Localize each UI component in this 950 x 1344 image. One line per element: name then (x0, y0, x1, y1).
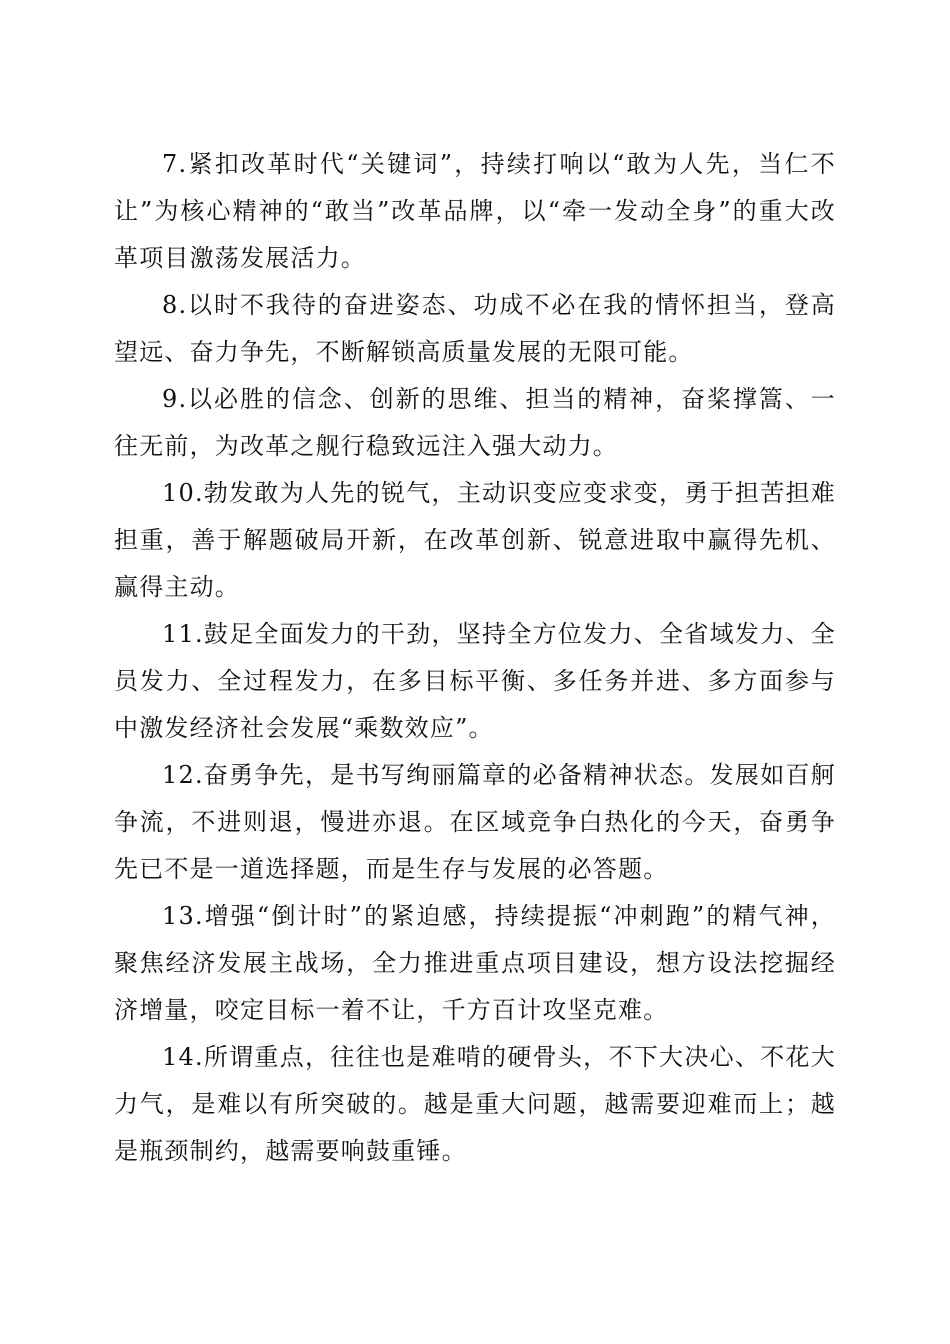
paragraph-12: 12.奋勇争先，是书写绚丽篇章的必备精神状态。发展如百舸争流，不进则退，慢进亦退。在区域竞争白热化的今天，奋勇争先已不是一道选择题，而是生存与发展的必答题。 (114, 761, 836, 883)
document-body (114, 141, 836, 1175)
paragraph-13: 13.增强“倒计时”的紧迫感，持续提振“冲刺跑”的精气神，聚焦经济发展主战场，全力推进重点项目建设，想方设法挖掘经济增量，咬定目标一着不让，千方百计攻坚克难。 (114, 902, 836, 1024)
paragraph-7: 7.紧扣改革时代“关键词”，持续打响以“敢为人先，当仁不让”为核心精神的“敢当”改革品牌，以“牵一发动全身”的重大改革项目激荡发展活力。 (114, 150, 836, 272)
paragraph-9: 9.以必胜的信念、创新的思维、担当的精神，奋桨撑篙、一往无前，为改革之舰行稳致远注入强大动力。 (114, 385, 836, 460)
paragraph-14: 14.所谓重点，往往也是难啃的硬骨头，不下大决心、不花大力气，是难以有所突破的。越是重大问题，越需要迎难而上；越是瓶颈制约，越需要响鼓重锤。 (114, 1043, 836, 1165)
paragraph-11: 11.鼓足全面发力的干劲，坚持全方位发力、全省域发力、全员发力、全过程发力，在多目标平衡、多任务并进、多方面参与中激发经济社会发展“乘数效应”。 (114, 620, 836, 742)
paragraph-8: 8.以时不我待的奋进姿态、功成不必在我的情怀担当，登高望远、奋力争先，不断解锁高质量发展的无限可能。 (114, 291, 836, 366)
paragraph-10: 10.勃发敢为人先的锐气，主动识变应变求变，勇于担苦担难担重，善于解题破局开新，在改革创新、锐意进取中赢得先机、赢得主动。 (114, 479, 836, 601)
